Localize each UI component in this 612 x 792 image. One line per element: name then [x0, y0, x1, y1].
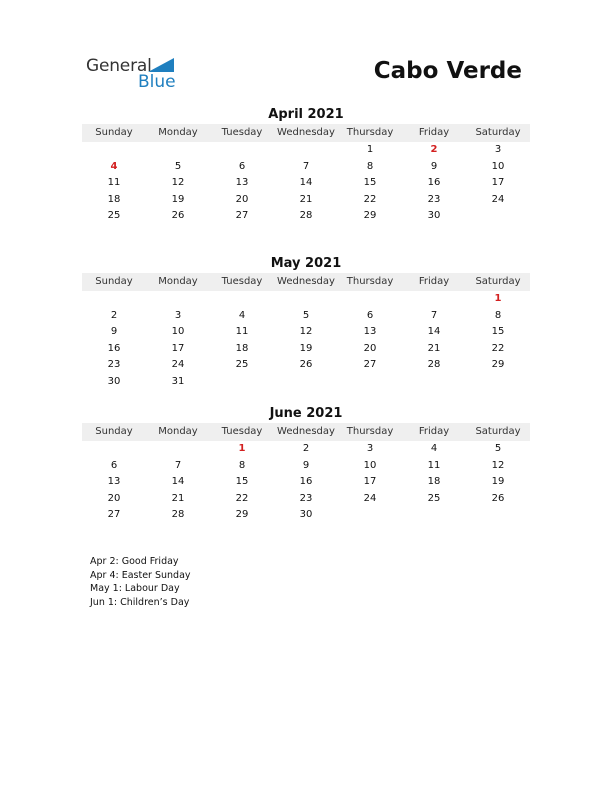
day-cell: 21: [299, 193, 313, 205]
brand-blue: Blue: [138, 72, 176, 92]
weekday-label: Saturday: [475, 127, 521, 138]
country-title: Cabo Verde: [373, 58, 522, 84]
day-cell: 28: [427, 359, 441, 370]
day-cell: 16: [107, 342, 121, 354]
empty-cell: [338, 291, 402, 308]
day-cell: 11: [107, 177, 121, 188]
day-cell: 15: [363, 177, 377, 188]
weekday-label: Sunday: [95, 276, 133, 287]
day-cell: 24: [363, 492, 377, 504]
empty-cell: [82, 441, 146, 458]
empty-cell: [82, 291, 146, 308]
day-cell: 3: [494, 144, 502, 155]
day-cell: 18: [107, 193, 121, 205]
holiday-day-cell: 1: [238, 443, 246, 454]
weekday-label: Saturday: [475, 276, 521, 287]
holiday-item: Apr 4: Easter Sunday: [90, 569, 191, 581]
day-cell: 19: [171, 193, 185, 205]
brand-logo: [86, 56, 186, 92]
day-cell: 8: [238, 459, 246, 471]
day-cell: 6: [238, 160, 246, 172]
day-cell: 2: [302, 443, 310, 454]
day-cell: 15: [491, 326, 505, 337]
day-cell: 19: [491, 476, 505, 487]
day-cell: 3: [174, 309, 182, 321]
day-cell: 29: [235, 509, 249, 520]
day-cell: 8: [494, 309, 502, 321]
day-cell: 7: [430, 309, 438, 321]
empty-cell: [146, 142, 210, 159]
day-cell: 22: [235, 492, 249, 504]
day-cell: 5: [174, 160, 182, 172]
weekday-label: Sunday: [95, 127, 133, 138]
day-cell: 23: [299, 492, 313, 504]
weekday-label: Tuesday: [221, 276, 263, 287]
day-cell: 10: [491, 160, 505, 172]
day-cell: 24: [491, 193, 505, 205]
weekday-label: Saturday: [475, 426, 521, 437]
holiday-day-cell: 1: [494, 293, 502, 304]
day-cell: 10: [171, 326, 185, 337]
day-cell: 26: [299, 359, 313, 370]
day-grid: [82, 441, 530, 524]
day-cell: 24: [171, 359, 185, 370]
day-cell: 20: [107, 492, 121, 504]
day-cell: 14: [427, 326, 441, 337]
day-grid: [82, 291, 530, 390]
day-cell: 25: [427, 492, 441, 504]
weekday-label: Tuesday: [221, 426, 263, 437]
month-may: [82, 255, 530, 390]
day-cell: 21: [427, 342, 441, 354]
day-cell: 18: [427, 476, 441, 487]
empty-cell: [274, 291, 338, 308]
day-cell: 9: [302, 459, 310, 471]
empty-cell: [210, 291, 274, 308]
empty-cell: [146, 291, 210, 308]
day-cell: 13: [363, 326, 377, 337]
day-cell: 17: [171, 342, 185, 354]
day-cell: 12: [171, 177, 185, 188]
weekday-label: Wednesday: [277, 127, 335, 138]
day-cell: 14: [299, 177, 313, 188]
day-cell: 11: [427, 459, 441, 471]
empty-cell: [146, 441, 210, 458]
day-cell: 6: [110, 459, 118, 471]
weekday-label: Wednesday: [277, 276, 335, 287]
day-cell: 5: [494, 443, 502, 454]
day-cell: 6: [366, 309, 374, 321]
weekday-header: [82, 273, 530, 291]
day-cell: 11: [235, 326, 249, 337]
weekday-header: [82, 423, 530, 441]
empty-cell: [210, 142, 274, 159]
month-title: May 2021: [270, 256, 342, 271]
month-title: June 2021: [269, 406, 343, 421]
weekday-label: Thursday: [346, 426, 394, 437]
day-cell: 3: [366, 443, 374, 454]
day-cell: 28: [299, 210, 313, 221]
brand-triangle-icon: [148, 58, 174, 72]
day-cell: 4: [430, 443, 438, 454]
day-cell: 16: [299, 476, 313, 487]
day-cell: 31: [171, 375, 185, 387]
weekday-label: Sunday: [95, 426, 133, 437]
weekday-label: Thursday: [346, 276, 394, 287]
day-cell: 9: [430, 160, 438, 172]
day-cell: 25: [107, 210, 121, 221]
day-cell: 14: [171, 476, 185, 487]
weekday-label: Monday: [158, 426, 198, 437]
holiday-item: May 1: Labour Day: [90, 583, 180, 594]
weekday-label: Monday: [158, 127, 198, 138]
day-cell: 17: [363, 476, 377, 487]
day-cell: 12: [299, 326, 313, 337]
empty-cell: [82, 142, 146, 159]
day-cell: 23: [427, 193, 441, 205]
day-cell: 20: [235, 193, 249, 205]
holiday-day-cell: 4: [110, 160, 118, 172]
day-cell: 15: [235, 476, 249, 487]
day-cell: 7: [302, 160, 310, 172]
weekday-label: Thursday: [346, 127, 394, 138]
day-cell: 21: [171, 492, 185, 504]
weekday-label: Friday: [418, 127, 450, 138]
day-cell: 25: [235, 359, 249, 370]
day-cell: 30: [427, 210, 441, 221]
day-cell: 27: [363, 359, 377, 370]
brand-general: General: [86, 56, 152, 76]
empty-cell: [274, 142, 338, 159]
day-cell: 30: [107, 375, 121, 387]
day-grid: [82, 142, 530, 225]
holiday-item: Apr 2: Good Friday: [90, 556, 179, 567]
day-cell: 13: [107, 476, 121, 487]
weekday-label: Friday: [418, 276, 450, 287]
day-cell: 29: [363, 210, 377, 221]
holiday-day-cell: 2: [430, 144, 438, 155]
day-cell: 10: [363, 459, 377, 471]
day-cell: 18: [235, 342, 249, 354]
day-cell: 20: [363, 342, 377, 354]
weekday-header: [82, 124, 530, 142]
day-cell: 27: [107, 509, 121, 520]
month-title: April 2021: [268, 107, 344, 122]
day-cell: 26: [491, 492, 505, 504]
day-cell: 27: [235, 210, 249, 221]
day-cell: 2: [110, 309, 118, 321]
empty-cell: [402, 291, 466, 308]
day-cell: 22: [491, 342, 505, 354]
weekday-label: Monday: [158, 276, 198, 287]
day-cell: 28: [171, 509, 185, 520]
month-june: [82, 405, 530, 524]
day-cell: 1: [366, 144, 374, 155]
day-cell: 17: [491, 177, 505, 188]
holiday-item: Jun 1: Children’s Day: [90, 596, 190, 608]
day-cell: 26: [171, 210, 185, 221]
day-cell: 4: [238, 309, 246, 321]
day-cell: 13: [235, 177, 249, 188]
weekday-label: Wednesday: [277, 426, 335, 437]
day-cell: 29: [491, 359, 505, 370]
day-cell: 5: [302, 309, 310, 321]
day-cell: 19: [299, 342, 313, 354]
holiday-list: [90, 555, 191, 609]
weekday-label: Tuesday: [221, 127, 263, 138]
month-april: [82, 106, 530, 225]
day-cell: 22: [363, 193, 377, 205]
day-cell: 12: [491, 459, 505, 471]
day-cell: 8: [366, 160, 374, 172]
day-cell: 23: [107, 359, 121, 370]
day-cell: 7: [174, 459, 182, 471]
weekday-label: Friday: [418, 426, 450, 437]
day-cell: 30: [299, 509, 313, 520]
day-cell: 16: [427, 177, 441, 188]
day-cell: 9: [110, 326, 118, 337]
